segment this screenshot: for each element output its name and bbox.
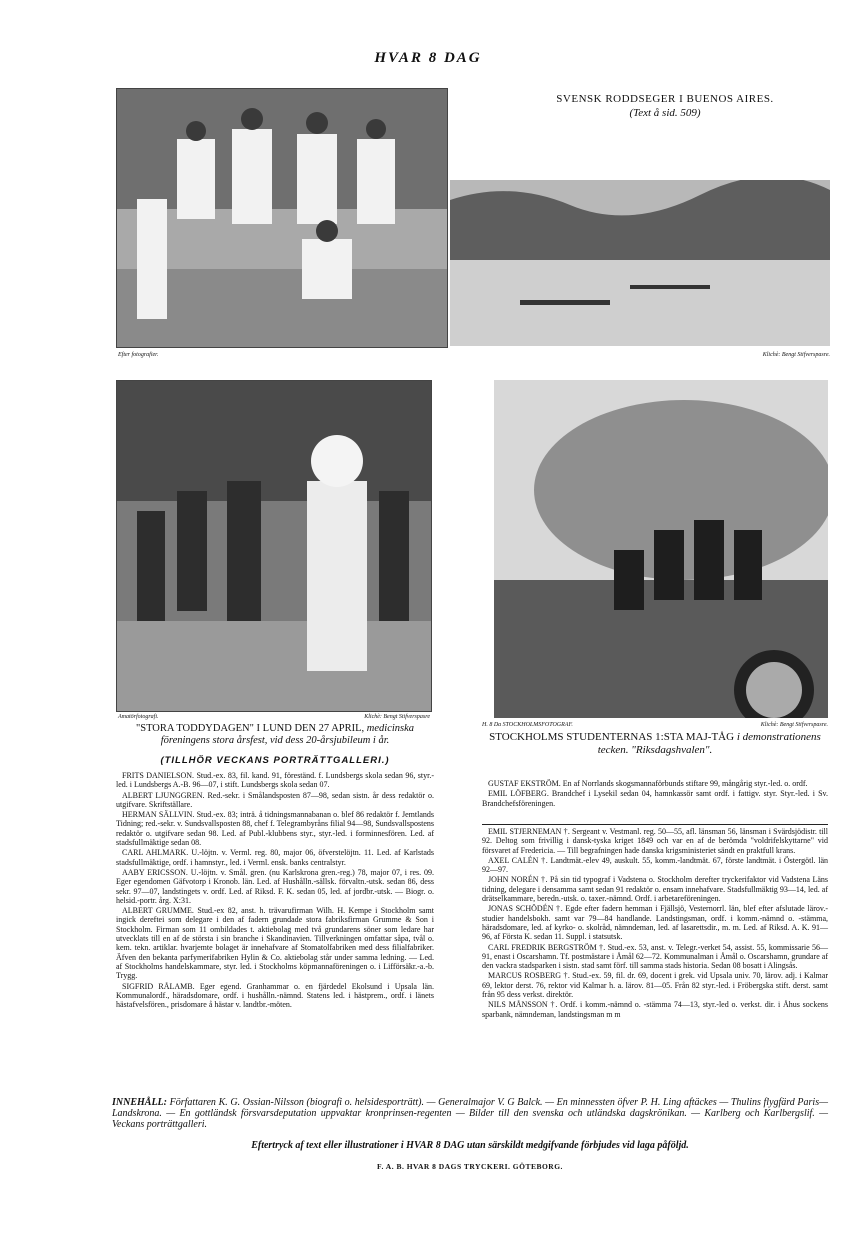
lund-toddy-photo [116,380,432,712]
rowing-title-block [500,92,830,120]
rowing-race-photo [450,180,830,346]
obituary-entry: CARL FREDRIK BERGSTRÖM †. Stud.-ex. 53, anst. v. Telegr.-verket 54, assist. 55, kommissarie 56—91, enast i Oscarshamn. Tf. postmästare i Åmål 62—72. Kommunalman i Åmål o. Oscarshamn, grundare af den vackra stadsparken i sistn. stad samt förf. till samma stads historia. Sedan 08 bosatt i Alingsås. [482,942,828,971]
page-masthead: HVAR 8 DAG [374,50,482,66]
bio-entry: GUSTAF EKSTRÖM. En af Norrlands skogsmannaförbunds stiftare 99, mångårig styr.-led. o. ordf. [488,779,808,788]
lund-caption [116,723,434,747]
student-caption-italic: i demonstrationens tecken. "Riksdagshvalen". [597,731,821,756]
student-caption-main: STOCKHOLMS STUDENTERNAS 1:STA MAJ-TÅG [489,731,735,743]
student-procession-image [494,380,828,718]
obituary-entry: NILS MÅNSSON †. Ordf. i komm.-nämnd o. -stämma 74—13, styr.-led o. verkst. dir. i Åhus sockens sparbank, nämndeman, landstingsman m m [482,1000,828,1019]
lund-caption-italic: medicinska föreningens stora årsfest, vid dess 20-årsjubileum i år. [160,723,415,746]
contents-text: Författaren K. G. Ossian-Nilsson (biografi o. helsidesporträtt). — Generalmajor V. G Balck. — En minnessten öfver P. H. Ling aftäckes — Thulins flygfärd Paris—Landskrona. — En gottländsk försvarsdeputation uppvaktar kronprinsen-regenten — Bilder till den svenska och utländska dagskrönikan. — Karlberg och Karlbergslif. — Veckans porträttgalleri. [112,1097,828,1130]
bio-entry: HERMAN SÄLLVIN. Stud.-ex. 83; inträ. å tidningsmannabanan o. blef 86 redaktör f. Jemtlands Tidning; red.-sekr. v. Sundsvallsposten 88, chef f. Telegrambyråns filial 94—98, Sundsvallspostens redaktör o. utgifvare sedan 98. Led. af Publ.-klubbens styr., styr.-led. i forminnesfören. Led. af stadsfullmäktige sedan 08. [116,810,434,848]
rowing-credit-left: Efter fotografier. [118,352,159,358]
lund-credit-right: Klichè: Bengt Stifverspasre [364,714,430,720]
bio-entry: ALBERT LJUNGGREN. Red.-sekr. i Smålandsposten 87—98, sedan sistn. år dess redaktör o. utgifvare. Skriftställare. [116,790,434,809]
obituary-entry: JOHN NORÉN †. På sin tid typograf i Vadstena o. Stockholm derefter tryckerifaktor vid Vadstena Läns tidning, delegare i densamma samt sedan 91 redaktör o. ensam innehafvare. Stadsfullmäktig 93—14, led. af drätselkammare, beredn.-utsk. o. taxer.-nämnd. Ordf. i arbetareföreningen. [482,875,828,904]
rowing-credit-right: Klichè: Bengt Stifverspasre. [762,352,830,358]
obituary-entry: EMIL STJERNEMAN †. Sergeant v. Vestmanl. reg. 50—55, afl. länsman 56, länsman i Svärdsjödistr. till 92. Deltog som frivillig i dansk-tyska kriget 1849 och var en af de berömda "voldrifelskyttarne" vid försvaret af Fredericia. — Till begrafningen hade danska krigsministeriet sändt en praktfull krans. [482,827,828,855]
rowing-title: SVENSK RODDSEGER I BUENOS AIRES. [556,93,774,105]
bio-entry: ALBERT GRUMME. Stud.-ex 82, anst. h. trävarufirman Wilh. H. Kempe i Stockholm samt ingick dereftei som delegare i den af fadern grundade stora fabriksfirman Grumme & Son i Stockholm. Firman som 11 ombildades t. aktiebolag med två grundarens söner som ledare har utvecklats till en af de största i sin branche i Skandinavien. Tillverkningen omfattar såpa, tvål o. kem. tekn. artiklar. hvarjemte bolaget är innehafvare af Stomatolfabriken med dess filialfabriker. Äfven den bekanta parfymerifabriken Hylin & Co. aktiebolag står under samma ledning. — Led. af Stockholms handelskammare, styr. led. i Stockholms köpmannaföreningen o. i Lifförsäkr.-a.-b. Trygg. [116,906,434,981]
bio-entry: EMIL LÖFBERG. Brandchef i Lysekil sedan 04, hamnkassör samt ordf. i fattigv. styr. Styr.-led. i Sv. Brandchefsföreningen. [482,789,828,808]
rowing-team-photo [116,88,448,348]
right-biography-column-top [482,779,828,809]
rowing-subtitle: (Text å sid. 509) [629,107,701,119]
obituary-entry: AXEL CALÉN †. Landtmät.-elev 49, auskult. 55, komm.-landtmät. 67, förste landtmät. i Östergötl. län 92—97. [482,855,828,875]
obituary-divider [482,824,828,825]
rowing-team-image [117,89,447,347]
bio-entry: FRITS DANIELSON. Stud.-ex. 83, fil. kand. 91, föreständ. f. Lundsbergs skola sedan 96, styr.-led. i Lundsbergs A.-B. 96—07, i stift. Lundsbergs skola sedan 07. [116,771,434,790]
student-credit-left: H. 8 Da STOCKHOLMSFOTOGRAF. [482,722,573,728]
left-biography-column [116,771,434,1010]
obituary-entry: MARCUS ROSBERG †. Stud.-ex. 59, fil. dr. 69, docent i grek. vid Upsala univ. 70, lärov. adj. i Kalmar 69, lektor derst. 76, rektor vid Kalmar h. a. lärov. 81—05. Från 82 styr.-led. i Fröbergska stift. derst. samt från 95 dess verkst. direktör. [482,971,828,1000]
obituary-entry: JONAS SCHÖDÉN †. Egde efter fadern hemman i Fjällsjö, Vesternorrl. län, blef efter afslutade lärov.-studier handelsbokh. samt var 79—84 handlande. Landstingsman, ordf. i komm.-nämnd o. -stämma, häradsdomare, led. af kyrko- o. skolråd, nämndeman, led. af lasarettsdir., m. m. Led. af Riksd. A. K. 91—96, af Första K. sedan 11. Suppl. i statsutsk. [482,904,828,942]
issue-contents [112,1097,828,1130]
rowing-race-image [450,180,830,346]
lund-credit-left: Amatörfotografi. [118,714,159,720]
printer-imprint: F. A. B. HVAR 8 DAGS TRYCKERI. GÖTEBORG. [377,1162,563,1171]
contents-label: INNEHÅLL: [112,1097,167,1108]
lund-caption-main: "STORA TODDYDAGEN" I LUND DEN 27 APRIL, [135,723,365,734]
student-caption [482,731,828,757]
bio-entry: SIGFRID RÅLAMB. Eger egend. Granhammar o. en fjärdedel Ekolsund i Upsala län. Kommunalordf., häradsdomare, ordf. i hushålln.-nämnd. Statens led. i hästprem., ordf. i länets hästafvelsfören., prisdomare å hästar v. landtbr.-möten. [116,981,434,1010]
student-procession-photo [494,380,828,718]
student-credit-right: Klichè: Bengt Stifverspasre. [760,722,828,728]
bio-entry: CARL AHLMARK. U.-löjtn. v. Verml. reg. 80, major 06, öfverstelöjtn. 11. Led. af Karlstads stadsfullmäktige, ordf. i hamnstyr., led. i Verml. ensk. banks centralstyr. [116,848,434,867]
bio-entry: AABY ERICSSON. U.-löjtn. v. Smål. gren. (nu Karlskrona gren.-reg.) 78, major 07, i res. 09. Eger egendomen Gäfvotorp i Kronob. län. Led. af Hushålln.-sällsk. förvaltn.-utsk. sedan 86, dess sekr. 97—07, landstingets v. ordf. Led. af Riksd. F. K. sedan 05, led. af jordbr.-utsk. — Biogr. o. helsid.-portr. årg. X:31. [116,867,434,905]
reproduction-notice: Eftertryck af text eller illustrationer i HVAR 8 DAG utan särskildt medgifvande förbjudes vid laga påföljd. [251,1140,689,1151]
right-biography-column-obituaries [482,827,828,1020]
portrait-gallery-header: (TILLHÖR VECKANS PORTRÄTTGALLERI.) [160,755,390,766]
lund-toddy-image [117,381,431,711]
